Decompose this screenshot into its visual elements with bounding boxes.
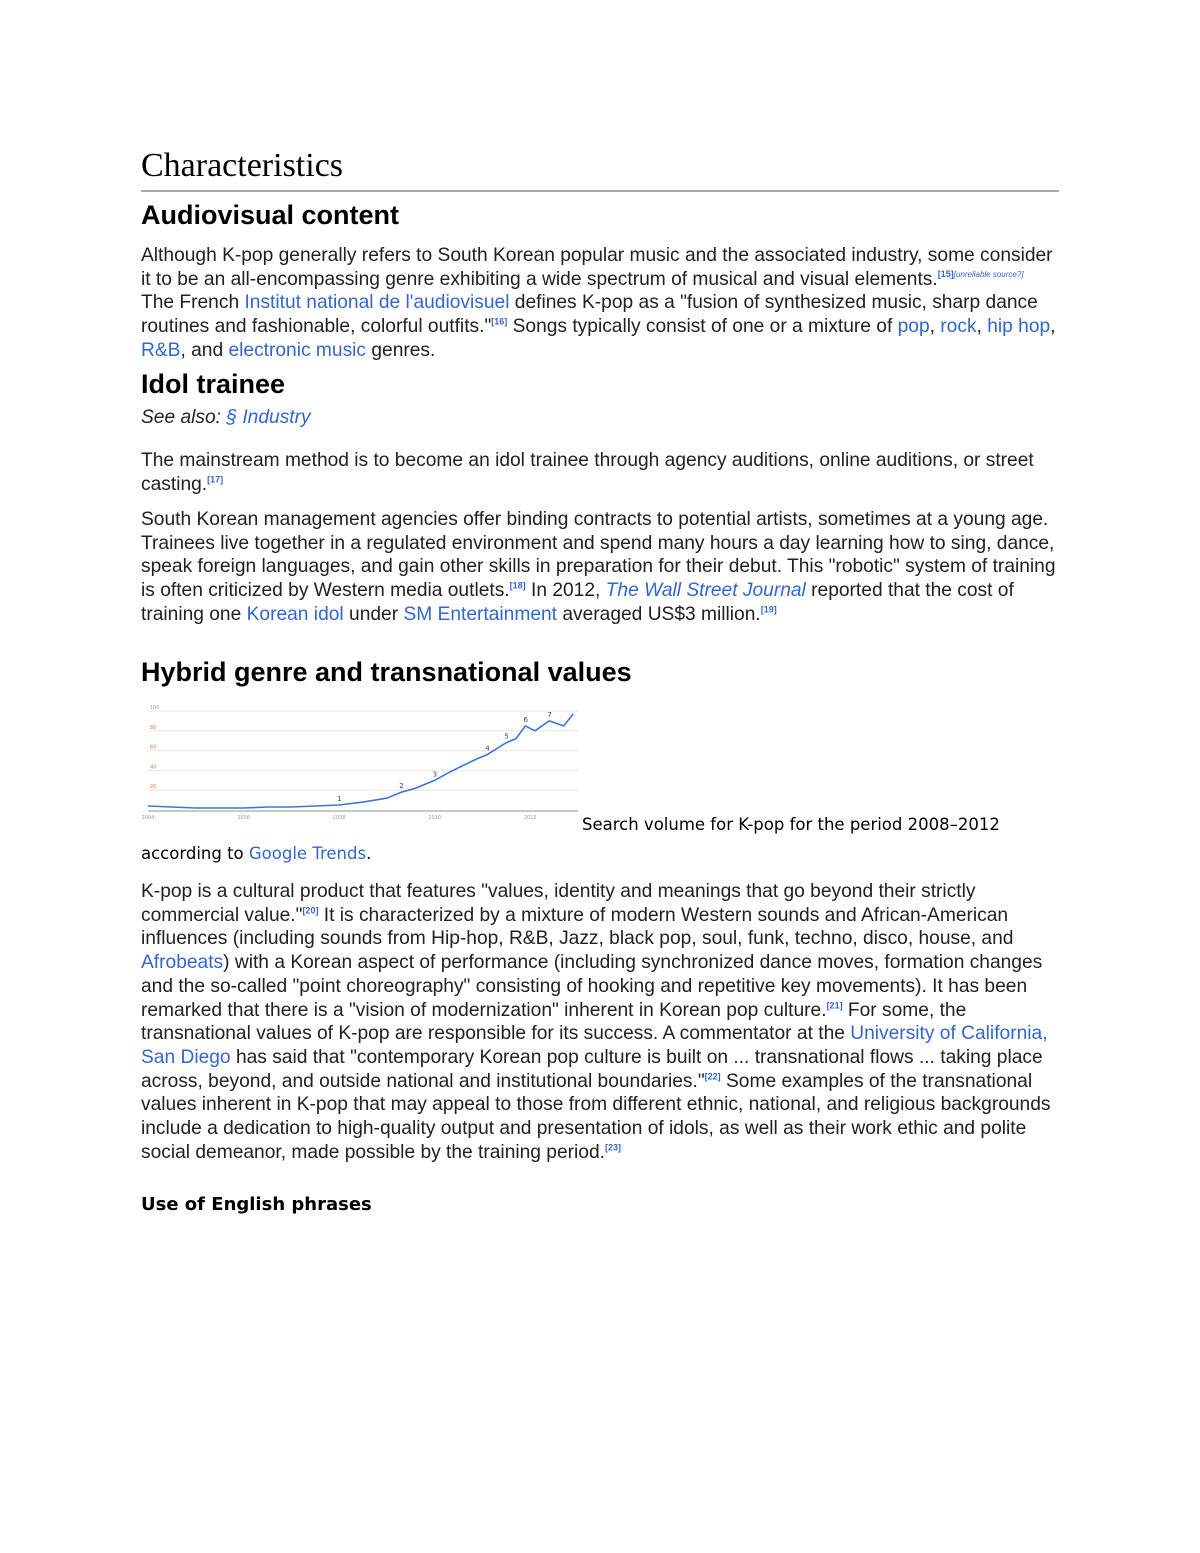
- annotation-marker: 5: [504, 732, 509, 741]
- citation-16[interactable]: [16]: [491, 316, 508, 327]
- link-ucsd[interactable]: University of California, San Diego: [141, 1023, 1048, 1068]
- annotation-marker: 7: [547, 710, 552, 719]
- y-tick-label: 20: [150, 784, 157, 791]
- separator: ,: [929, 316, 941, 338]
- unreliable-source-tag[interactable]: [unreliable source?]: [953, 270, 1024, 280]
- section-heading-audiovisual: Audiovisual content: [141, 200, 400, 230]
- text-run: Songs typically consist of one or a mixture of: [507, 316, 898, 338]
- caption-text: .: [366, 844, 372, 863]
- link-wall-street-journal[interactable]: The Wall Street Journal: [605, 580, 806, 602]
- text-run: It is characterized by a mixture of modern Western sounds and African-American influences (including sounds from Hip-hop, R&B, Jazz, black pop, soul, funk, techno, disco, house, and: [141, 904, 1014, 950]
- text-run: For some, the transnational values of K-pop are responsible for its success. A commentator at the: [141, 999, 967, 1045]
- text-run: K-pop is a cultural product that features "values, identity and meanings that go beyond their strictly commercial value.": [141, 881, 976, 926]
- see-also-label: See also:: [141, 407, 227, 428]
- paragraph-hybrid: [141, 880, 1059, 1164]
- link-pop[interactable]: pop: [897, 316, 930, 338]
- link-rnb[interactable]: R&B: [141, 339, 181, 361]
- link-rock[interactable]: rock: [940, 316, 977, 338]
- text-run: Some examples of the transnational values inherent in K-pop that may appeal to those from different ethnic, national, and religious backgrounds include a dedication to high-quality output and presentation of idols, as well as their work ethic and polite social demeanor, made possible by the training period.: [141, 1070, 1051, 1163]
- citation-18[interactable]: [18]: [509, 580, 526, 591]
- text-run: The French: [141, 292, 245, 314]
- annotation-marker: 3: [432, 770, 438, 779]
- annotation-marker: 4: [485, 744, 490, 753]
- google-trends-chart: [141, 703, 580, 821]
- paragraph-audiovisual: [141, 244, 1059, 363]
- link-google-trends[interactable]: Google Trends: [248, 844, 367, 863]
- citation-15[interactable]: [938, 269, 1024, 279]
- y-tick-label: 80: [150, 724, 157, 731]
- y-tick-label: 60: [150, 744, 157, 751]
- text-run: defines K-pop as a "fusion of synthesized music, sharp dance routines and fashionable, colorful outfits.": [141, 292, 1038, 338]
- text-run: In 2012,: [525, 580, 606, 602]
- text-run: under: [343, 603, 404, 625]
- trend-line: [148, 714, 573, 808]
- page-title: Characteristics: [141, 146, 1059, 192]
- separator: ,: [1050, 316, 1056, 338]
- text-run: The mainstream method is to become an idol trainee through agency auditions, online auditions, or street casting.: [141, 450, 1034, 495]
- link-sm-entertainment[interactable]: SM Entertainment: [403, 603, 558, 625]
- text-run: Although K-pop generally refers to South Korean popular music and the associated industry, some consider it to be an all-encompassing genre exhibiting a wide spectrum of musical and visual elements.: [141, 245, 1053, 290]
- citation-19[interactable]: [19]: [760, 604, 777, 615]
- y-tick-label: 40: [150, 764, 157, 771]
- text-run: has said that "contemporary Korean pop culture is built on ... transnational flows ... taking place across, beyond, and outside national and institutional boundaries.": [141, 1046, 1043, 1092]
- section-heading-hybrid-genre: Hybrid genre and transnational values: [141, 657, 632, 687]
- text-run: genres.: [366, 339, 436, 361]
- paragraph-idol-2: [141, 508, 1059, 627]
- citation-label: [15]: [937, 269, 954, 280]
- citation-21[interactable]: [21]: [826, 1000, 843, 1011]
- text-run: averaged US$3 million.: [557, 603, 761, 625]
- see-also-hatnote: [141, 406, 1059, 430]
- x-tick-label: 2010: [428, 815, 442, 821]
- x-tick-label: 2006: [237, 815, 250, 821]
- link-institut-national[interactable]: Institut national de l'audiovisuel: [244, 292, 510, 314]
- y-tick-label: 100: [150, 705, 160, 711]
- annotation-marker: 6: [523, 715, 528, 724]
- citation-17[interactable]: [17]: [207, 474, 224, 485]
- separator: , and: [180, 339, 229, 361]
- subsection-heading-english-phrases: Use of English phrases: [141, 1194, 372, 1215]
- separator: ,: [976, 316, 988, 338]
- link-hip-hop[interactable]: hip hop: [987, 316, 1051, 338]
- text-run: South Korean management agencies offer binding contracts to potential artists, sometimes at a young age. Trainees live together in a regulated environment and spend many hours a day learning how to sing, dance, speak foreign languages, and gain other skills in preparation for their debut. This "robotic" system of training is often criticized by Western media outlets.: [141, 509, 1056, 602]
- caption-text: Search volume for K-pop for the period 2008–2012 according to: [141, 815, 1000, 863]
- citation-22[interactable]: [22]: [704, 1071, 721, 1082]
- annotation-marker: 2: [399, 782, 404, 791]
- paragraph-idol-1: [141, 449, 1059, 496]
- text-run: ) with a Korean aspect of performance (including synchronized dance moves, formation changes and the so-called "point choreography" consisting of hooking and repetitive key movements). It has been remarked that there is a "vision of modernization" inherent in Korean pop culture.: [141, 952, 1043, 1021]
- citation-23[interactable]: [23]: [604, 1142, 621, 1153]
- citation-20[interactable]: [20]: [302, 905, 319, 916]
- x-tick-label: 2012: [523, 815, 537, 821]
- link-afrobeats[interactable]: Afrobeats: [141, 952, 224, 974]
- text-run: reported that the cost of training one: [141, 580, 1014, 625]
- link-korean-idol[interactable]: Korean idol: [246, 603, 344, 625]
- x-tick-label: 2008: [332, 815, 346, 821]
- section-heading-idol-trainee: Idol trainee: [141, 369, 286, 399]
- annotation-marker: 1: [337, 795, 342, 804]
- x-tick-label: 2004: [141, 815, 155, 821]
- link-electronic-music[interactable]: electronic music: [228, 339, 367, 361]
- link-industry-section[interactable]: § Industry: [226, 407, 311, 428]
